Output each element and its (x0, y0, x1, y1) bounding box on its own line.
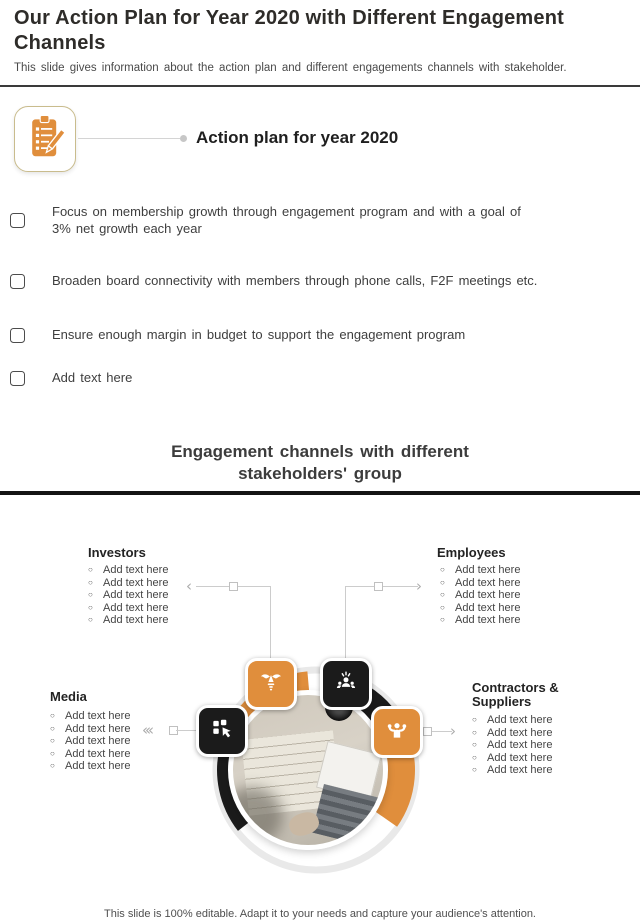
checkbox-unchecked[interactable] (10, 274, 25, 289)
connector-line (345, 586, 346, 660)
header-divider (0, 85, 640, 87)
circle-bullet-icon: ○ (472, 740, 477, 750)
checkbox-unchecked[interactable] (10, 328, 25, 343)
photo-laptop-keyboard (312, 784, 386, 848)
checklist-item-text: Ensure enough margin in budget to support the engagement program (52, 327, 466, 342)
group-list-investors (88, 564, 168, 627)
list-item: ○ Add text here (472, 726, 553, 739)
group-name-employees: Employees (437, 545, 506, 560)
photo-shadow (228, 787, 283, 845)
connector-node-icon (374, 582, 383, 591)
connector-dot-icon (180, 135, 187, 142)
circle-bullet-icon: ○ (50, 736, 55, 746)
checkbox-unchecked[interactable] (10, 213, 25, 228)
leader-spark-icon (333, 669, 359, 700)
footer-note: This slide is 100% editable. Adapt it to your needs and capture your audience's attention. (104, 908, 536, 920)
action-plan-connector-line (78, 138, 180, 139)
circle-bullet-icon: ○ (472, 715, 477, 725)
list-item: ○ Add text here (472, 739, 553, 752)
list-item: ○ Add text here (440, 576, 521, 589)
dove-wings-icon (258, 669, 284, 700)
engagement-heading: Engagement channels with different stakeholders' group (171, 442, 469, 483)
connector-line (176, 730, 198, 731)
action-plan-heading: Action plan for year 2020 (196, 128, 399, 147)
list-item: ○ Add text here (472, 714, 553, 727)
circle-bullet-icon: ○ (440, 615, 445, 625)
circle-bullet-icon: ○ (88, 615, 93, 625)
list-item: ○ Add text here (50, 722, 131, 735)
checklist-item-text: Broaden board connectivity with members through phone calls, F2F meetings etc. (52, 273, 538, 288)
arrow-right-icon: › (416, 577, 422, 595)
group-list-media (50, 710, 130, 773)
page-subtitle: This slide gives information about the action plan and different engagements channels with stakeholder. (14, 62, 567, 74)
circle-bullet-icon: ○ (472, 727, 477, 737)
list-item: ○ Add text here (440, 614, 521, 627)
arrow-left-icon: ‹ (186, 577, 192, 595)
list-item: ○ Add text here (440, 564, 521, 577)
checklist-item-text: Add text here (52, 370, 133, 385)
circle-bullet-icon: ○ (50, 723, 55, 733)
circle-bullet-icon: ○ (50, 761, 55, 771)
list-item: ○ Add text here (440, 589, 521, 602)
apps-hand-cursor-icon (209, 716, 235, 747)
list-item: ○ Add text here (88, 601, 169, 614)
circle-bullet-icon: ○ (440, 565, 445, 575)
connector-line (270, 586, 271, 660)
group-name-contractors-suppliers: Contractors & Suppliers (472, 680, 559, 709)
media-badge (196, 705, 248, 757)
checklist-item (10, 203, 530, 237)
employees-badge (320, 658, 372, 710)
checklist-item (10, 328, 627, 343)
group-name-media: Media (50, 689, 87, 704)
list-item: ○ Add text here (50, 735, 131, 748)
circle-bullet-icon: ○ (50, 711, 55, 721)
page-title: Our Action Plan for Year 2020 with Different Engagement Channels (14, 7, 565, 54)
circle-bullet-icon: ○ (88, 577, 93, 587)
connector-node-icon (229, 582, 238, 591)
list-item: ○ Add text here (50, 710, 131, 723)
group-list-employees (440, 564, 520, 627)
center-photo-desk-meeting (228, 690, 388, 850)
list-item: ○ Add text here (50, 747, 131, 760)
list-item: ○ Add text here (440, 601, 521, 614)
group-list-contractors-suppliers (472, 714, 552, 777)
list-item: ○ Add text here (88, 576, 169, 589)
list-item: ○ Add text here (472, 751, 553, 764)
circle-bullet-icon: ○ (88, 590, 93, 600)
clipboard-pencil-icon (25, 113, 65, 166)
section-divider (0, 491, 640, 495)
list-item: ○ Add text here (88, 589, 169, 602)
list-item: ○ Add text here (50, 760, 131, 773)
circle-bullet-icon: ○ (440, 590, 445, 600)
circle-bullet-icon: ○ (472, 752, 477, 762)
strength-person-icon (384, 717, 410, 748)
checklist-item (10, 371, 627, 386)
list-item: ○ Add text here (88, 564, 169, 577)
action-plan-icon-box (14, 106, 76, 172)
list-item: ○ Add text here (88, 614, 169, 627)
circle-bullet-icon: ○ (88, 565, 93, 575)
arrow-right-icon: › (450, 722, 456, 740)
chevrons-left-icon: ‹‹‹ (142, 721, 151, 739)
group-name-investors: Investors (88, 545, 146, 560)
checklist-item-text: Focus on membership growth through engagement program and with a goal of 3% net growth each year (52, 204, 521, 236)
list-item: ○ Add text here (472, 764, 553, 777)
investors-badge (245, 658, 297, 710)
circle-bullet-icon: ○ (472, 765, 477, 775)
circle-bullet-icon: ○ (88, 602, 93, 612)
contractors-suppliers-badge (371, 706, 423, 758)
checklist-item (10, 274, 627, 289)
circle-bullet-icon: ○ (440, 577, 445, 587)
checkbox-unchecked[interactable] (10, 371, 25, 386)
circle-bullet-icon: ○ (50, 748, 55, 758)
circle-bullet-icon: ○ (440, 602, 445, 612)
